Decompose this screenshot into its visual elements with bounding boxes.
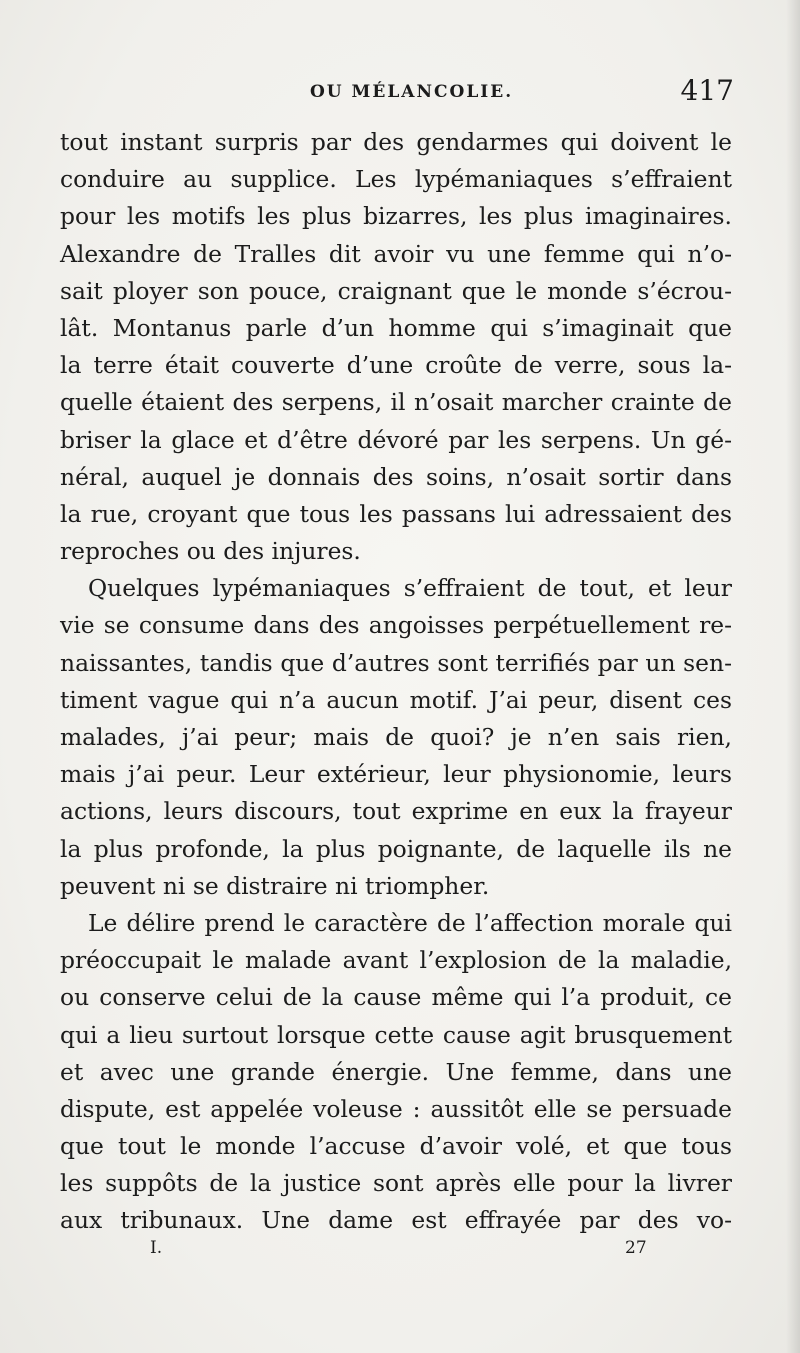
page-header (60, 76, 740, 116)
body-text (60, 124, 732, 1240)
signature-volume: I. (150, 1238, 163, 1258)
text-line: la plus profonde, la plus poignante, de laquelle ils ne (60, 834, 732, 863)
text-line: les suppôts de la justice sont après elle pour la livrer (60, 1169, 732, 1198)
text-line: que tout le monde l’accuse d’avoir volé, et que tous (60, 1132, 732, 1161)
text-line: Alexandre de Tralles dit avoir vu une femme qui n’o- (60, 239, 732, 268)
text-line: néral, auquel je donnais des soins, n’osait sortir dans (60, 462, 732, 491)
text-line-paragraph-start: Quelques lypémaniaques s’effraient de tout, et leur (88, 574, 732, 603)
text-line: reproches ou des injures. (60, 537, 361, 566)
page-edge-shadow (786, 0, 800, 1353)
text-line: quelle étaient des serpens, il n’osait marcher crainte de (60, 388, 732, 417)
text-line: la rue, croyant que tous les passans lui adressaient des (60, 499, 732, 528)
text-line: sait ployer son pouce, craignant que le monde s’écrou- (60, 276, 732, 305)
text-line: actions, leurs discours, tout exprime en eux la frayeur (60, 797, 732, 826)
text-line: qui a lieu surtout lorsque cette cause agit brusquement (60, 1020, 732, 1049)
text-line: préoccupait le malade avant l’explosion de la maladie, (60, 946, 732, 975)
text-line: naissantes, tandis que d’autres sont terrifiés par un sen- (60, 648, 732, 677)
text-line: timent vague qui n’a aucun motif. J’ai peur, disent ces (60, 685, 732, 714)
text-line: la terre était couverte d’une croûte de verre, sous la- (60, 351, 732, 380)
text-line: vie se consume dans des angoisses perpétuellement re- (60, 611, 732, 640)
signature-number: 27 (625, 1238, 647, 1258)
text-line: ou conserve celui de la cause même qui l’a produit, ce (60, 983, 732, 1012)
running-head: OU MÉLANCOLIE. (310, 82, 514, 102)
text-line: pour les motifs les plus bizarres, les plus imaginaires. (60, 202, 732, 231)
text-line-paragraph-start: Le délire prend le caractère de l’affection morale qui (88, 908, 732, 937)
page-number: 417 (680, 74, 734, 107)
text-line: dispute, est appelée voleuse : aussitôt elle se persuade (60, 1094, 732, 1123)
text-line: briser la glace et d’être dévoré par les serpens. Un gé- (60, 425, 732, 454)
page-footer (60, 1238, 740, 1268)
text-line: aux tribunaux. Une dame est effrayée par des vo- (60, 1206, 732, 1235)
text-line: mais j’ai peur. Leur extérieur, leur physionomie, leurs (60, 760, 732, 789)
text-line: malades, j’ai peur; mais de quoi? je n’en sais rien, (60, 723, 732, 751)
text-line: tout instant surpris par des gendarmes qui doivent le (60, 128, 732, 156)
text-line: lât. Montanus parle d’un homme qui s’imaginait que (60, 313, 732, 342)
text-line: peuvent ni se distraire ni triompher. (60, 871, 490, 900)
text-line: conduire au supplice. Les lypémaniaques s’effraient (60, 165, 732, 194)
text-line: et avec une grande énergie. Une femme, dans une (60, 1057, 732, 1086)
